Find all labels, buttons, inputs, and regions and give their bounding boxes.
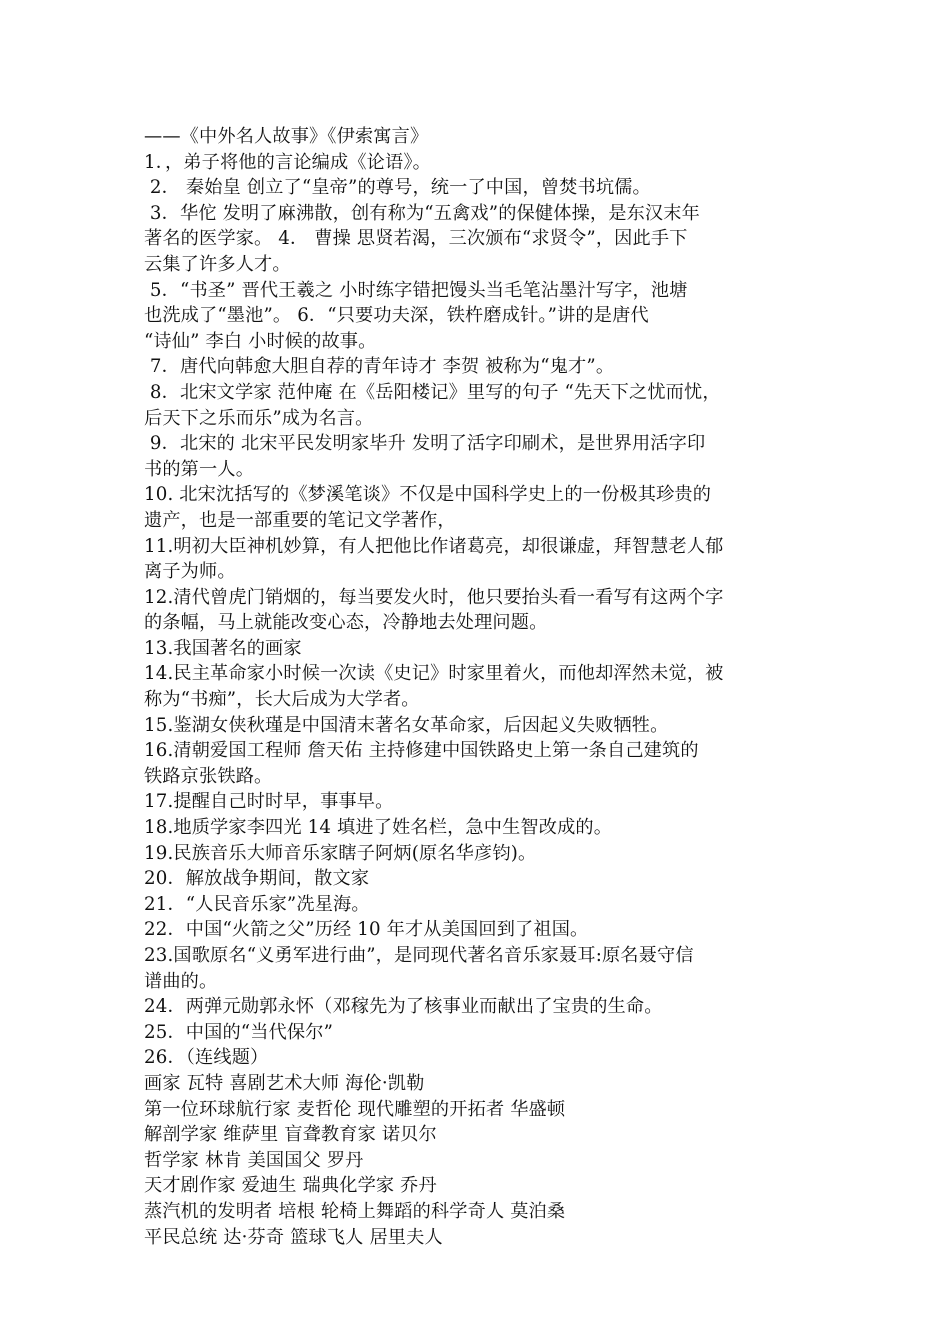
- text-line: 5．“书圣” 晋代王羲之 小时练字错把馒头当毛笔沾墨汁写字，池塘: [144, 279, 688, 301]
- text-line: 后天下之乐而乐”成为名言。: [144, 407, 374, 429]
- matching-line: 解剖学家 维萨里 盲聋教育家 诺贝尔: [144, 1124, 437, 1146]
- matching-line: 天才剧作家 爱迪生 瑞典化学家 乔丹: [144, 1175, 437, 1197]
- text-line: 21．“人民音乐家”冼星海。: [144, 893, 370, 915]
- matching-line: 蒸汽机的发明者 培根 轮椅上舞蹈的科学奇人 莫泊桑: [144, 1200, 566, 1222]
- text-line: 11.明初大臣神机妙算，有人把他比作诸葛亮，却很谦虚，拜智慧老人郁: [144, 535, 724, 557]
- text-line: 1．，弟子将他的言论编成《论语》。: [144, 151, 431, 173]
- text-line: 铁路京张铁路。: [144, 765, 273, 787]
- text-line: 也洗成了“墨池”。 6．“只要功夫深，铁杵磨成针。”讲的是唐代: [144, 305, 649, 327]
- text-line: 26．（连线题）: [144, 1047, 269, 1069]
- text-line: 8．北宋文学家 范仲庵 在《岳阳楼记》里写的句子 “先天下之忧而忧，: [144, 381, 721, 403]
- document-body: [144, 124, 824, 1250]
- text-line: 的条幅，马上就能改变心态，冷静地去处理问题。: [144, 612, 548, 634]
- text-line: 7．唐代向韩愈大胆自荐的青年诗才 李贺 被称为“鬼才”。: [144, 356, 615, 378]
- matching-line: 哲学家 林肯 美国国父 罗丹: [144, 1149, 364, 1171]
- text-line: 15.鉴湖女侠秋瑾是中国清末著名女革命家，后因起义失败牺牲。: [144, 714, 669, 736]
- text-line: 23.国歌原名“义勇军进行曲”，是同现代著名音乐家聂耳:原名聂守信: [144, 945, 694, 966]
- text-line: 遗产，也是一部重要的笔记文学著作，: [144, 509, 456, 531]
- text-line: 24．两弹元勋郭永怀（邓稼先为了核事业而献出了宝贵的生命。: [144, 996, 663, 1018]
- text-line: “诗仙” 李白 小时候的故事。: [144, 330, 377, 352]
- text-line: 10. 北宋沈括写的《梦溪笔谈》不仅是中国科学史上的一份极其珍贵的: [144, 484, 712, 506]
- text-line: 书的第一人。: [144, 458, 255, 480]
- subtitle-line: ——《中外名人故事》《伊索寓言》: [144, 126, 429, 147]
- text-line: 云集了许多人才。: [144, 253, 291, 275]
- text-line: 25．中国的“当代保尔”: [144, 1021, 334, 1043]
- text-line: 称为“书痴”，长大后成为大学者。: [144, 689, 420, 711]
- text-line: 离子为师。: [144, 561, 236, 583]
- text-line: 3．华佗 发明了麻沸散，创有称为“五禽戏”的保健体操，是东汉末年: [144, 202, 700, 224]
- text-line: 19.民族音乐大师音乐家瞎子阿炳(原名华彦钧)。: [144, 842, 537, 864]
- text-line: 16.清朝爱国工程师 詹天佑 主持修建中国铁路史上第一条自己建筑的: [144, 740, 699, 762]
- matching-line: 平民总统 达·芬奇 篮球飞人 居里夫人: [144, 1226, 443, 1248]
- matching-line: 第一位环球航行家 麦哲伦 现代雕塑的开拓者 华盛顿: [144, 1098, 566, 1120]
- text-line: 著名的医学家。 4． 曹操 思贤若渴，三次颁布“求贤令”，因此手下: [144, 228, 688, 250]
- text-line: 20．解放战争期间，散文家: [144, 868, 370, 890]
- matching-line: 画家 瓦特 喜剧艺术大师 海伦·凯勒: [144, 1072, 425, 1094]
- text-line: 2． 秦始皇 创立了“皇帝”的尊号，统一了中国，曾焚书坑儒。: [144, 177, 651, 199]
- text-line: 13.我国著名的画家: [144, 637, 302, 659]
- text-line: 22．中国“火箭之父”历经 10 年才从美国回到了祖国。: [144, 919, 589, 941]
- text-line: 18.地质学家李四光 14 填进了姓名栏，急中生智改成的。: [144, 817, 613, 839]
- text-line: 17.提醒自己时时早，事事早。: [144, 791, 394, 813]
- text-line: 12.清代曾虎门销烟的，每当要发火时，他只要抬头看一看写有这两个字: [144, 586, 724, 608]
- text-line: 9．北宋的 北宋平民发明家毕升 发明了活字印刷术，是世界用活字印: [144, 433, 706, 455]
- text-line: 14.民主革命家小时候一次读《史记》时家里着火，而他却浑然未觉，被: [144, 663, 724, 685]
- text-line: 谱曲的。: [144, 970, 218, 992]
